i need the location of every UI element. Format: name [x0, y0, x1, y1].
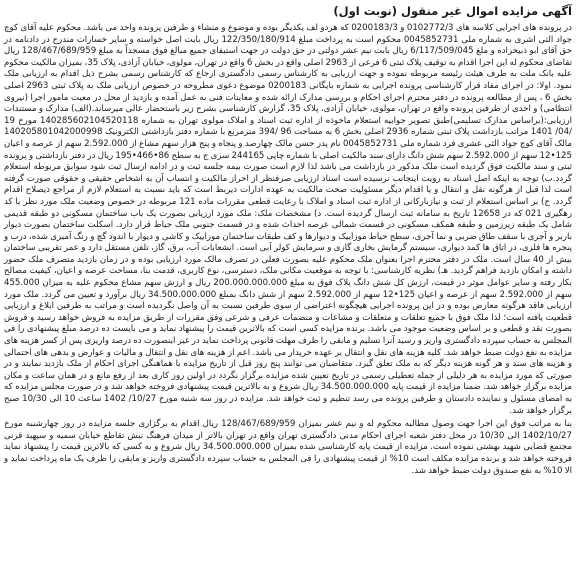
notice-title: آگهی مزایده اموال غیر منقول (نوبت اول): [333, 4, 572, 18]
notice-body: [4, 23, 572, 477]
notice-paragraph: بنا به مراتب فوق این اجرا جهت وصول مطالبه محکوم له و نیم عشر بمیزان 128/467/689/959 ریال اقدام به برگزاری جلسه مزایده در روز چهارشنبه مورخ 1402/10/27 الی 10/30 در محل دفتر شعبه اجرای احکام مدنی دادگستری تهران واقع در تهران بالاتر از میدان فرهنگ نبش تقاطع خیابان سمیه و سپهبد قرنی مجتمع قضایی شهید بهشتی نموده است. مزایده از قیمت پایه کارشناسی شده بمیزان 34.500.000.000 ریال شروع و به کسی که بالاترین قیمت را پیشنهاد نماید فروخته خواهد شد و برنده مزایده مکلف است 10% از قیمت پیشنهادی را فی المجلس به حساب سپرده دادگستری واریز و مابقی را ظرف یک ماه پرداخت نماید و الا 10% به نفع صندوق دولت ضبط خواهد شد.: [4, 419, 572, 476]
notice-paragraph: در پرونده های اجرایی کلاسه های 0102772/3 و 0200183/3 که هردو لف یکدیگر بوده و موضوع و منشاء و طرفین پرونده واحد می باشد. محکوم علیه آقای کوچ جواد الثی اشری به شماره ملی 0045852731 محکوم است به پرداخت مبلغ 122/350/180/914 ریال بابت اصل خواسته و سایر خسارات مندرج در دادنامه در حق آقای ابو ذبیحزاده و ملغ 6/117/509/045 ریال بابت نیم عشر دولتی در حق دولت در جهت استیفای جمیع مبالغ فوق مسجداً به مبلغ 128/467/689/959 ریال تقاضای محکوم له این اجرا اقدام به توقیف پلاک ثبتی 6 فرعی از 2963 اصلی واقع در بخش 6 واقع در تهران، مولوی، خیابان آزادی، پلاک 35، بمیزان مالکیت محکوم علیه بانک ملت به طرف هیئت رئیسه مربوطه نموده و جهت ارزیابی به کارشناس رسمی دادگستری ارجاع که کارشناس رسمی بشرح ذیل اقدام به ارزیابی ملک نمود. اولا: در اجرای مفاد قرار کارشناسی پرونده اجرایی به شماره بایگانی 0200183 موضوع دعوی مطروحه در خصوص ارزیابی ملک به پلاک ثبتی 2963 اصلی بخش 6 ، پس از مطالعه پرونده در دفتر محترم اجرای احکام و بررسی مدارک ارائه شده و معاینات فنی به عمل آمده و بازدید از محل در معیت مامور اجرا (نیروی انتظامی) و احدی از طرفین پرونده واقع در تهران، مولوی، خیابان آزادی، پلاک 35، گزارش کارشناسی بشرح زیر باستحضار عالی میرساند.(الف) مدارک و مستندات ارزیابی:(براساس مدارک تسلیمی)طبق تصویر جوابیه استعلام ماخوذه از اداره ثبت اسناد و املاک مولوی تهران به شماره 140285602104520118 مورخ 19 /04/ 1401 مراتب بازداشت پلاک ثبتی شماره 2936 اصلی بخش 6 به مساحت 96 /394 مترمربع با شماره دفتر بازداشتی الکترونیک 140205801042000998 مالک آقای کوچ جواد الثی عشری فرد شماره ملی 0045852731 نام پدر حسن مالک چهارصد و پنجاه و پنج هزار سهم مشاع از 2.592.000 سهم از عرصه و اعیان 125•12 سهم از 2.592.000 سهم شش دانگ دارای سند مالکیت اصلی با شماره چاپی 244165 سری ج به سطح 86•466•195 ریال در دفتر بازداشتی و پرونده ثبتی و سند مالکیت فوق گردیده است ملک مذکور در بازداشت می باشد لذا لازم است صورت بیمه جلسه ثبت و در ادامه ارسال ثبت شود سوابق مربوطه استعلام گردد.ب) توجه به اینکه اصل اسناد به رویت اینجانب نرسیده است اسناد ارزیابی صرفنظر از احراز مالکیت و انتساب آن به اشخاص حقیقی و حقوقی صورت گرفته است لذا قبل از هرگونه نقل و انتقال و یا اقدام دیگر مسئولیت صحت مالکیت به عهده ادارات ذیربط است که باید نسبت به استعلام لازم از مراجع ذیصلاح اقدام گردد. ج) بر اساس استعلام از ثبت و نیازبارکانی از اداره ثبت اسناد و املاک با رعایت قطعی مقررات ماده 121 مربوطه در خصوص وضعیت ملک مورد نظر با کد رهگیری 021 که در 12658 تاریخ به سامانه ثبت ارسال گردیده است. د) مشخصات ملک: ملک مورد ارزیابی بصورت یک باب ساختمان مسکونی دو طبقه قدیمی شامل یک طبقه زیرزمین و طبقه همکف مسکونی در قسمت شمالی عرصه احداث شده و در قسمت جنوبی ملک حیاط قرار دارد. اسکلت ساختمان بصورت دیوار باربر و آجری با سقف طاق ضربی و نما آجری، سطح حیاط موزاییک و دیوارها و کف طبقات ساختمان موزاییک و کاشی و دیوار با اندود گچ و رنگ آمیزی شده، درب و پنجره ها فلزی، در اتاق ها کمد دیواری، سیستم گرمایش بخاری گازی و سرمایش کولر آبی است. انشعابات آب، برق، گاز، تلفن مستقل دارد و عمر تقریبی ساختمان بیش از 40 سال است. ملک در دفتر محترم اجرا بعنوان ملک محکوم علیه بصورت فعلی در تصرف مالک مورد ارزیابی بوده و در زمان بازدید متصرف ملک حضور داشته و امکان بازدید فراهم گردید. هـ) نظریه کارشناسی: با توجه به موقعیت مکانی ملک، دسترسی، نوع کاربری، قدمت بنا، مساحت عرصه و اعیان، کیفیت مصالح بکار رفته و سایر عوامل موثر در قیمت، ارزش کل شش دانگ پلاک فوق به مبلغ 200.000.000.000 ریال و ارزش سهم مشاع محکوم علیه به میزان 455.000 سهم از 2.592.000 سهم از عرصه و اعیان 125•12 سهم از 2.592.000 سهم از شش دانگ بمبلغ 34.500.000.000 ریال برآورد و تعیین می گردد. ملک مورد ارزیابی فاقد هرگونه معارض بوده و در این پرونده اجرایی هیچگونه اعتراضی از سوی طرفین نسبت به آن واصل نگردیده است و مراتب به طرفین ابلاغ و ارزیابی قطعیت یافته است؛ لذا ملک فوق با جمیع تعلقات و متعلقات و مشاعات و منضمات عرفی و شرعی وفق مقررات از طریق مزایده به فروش خواهد رسید و فروش بصورت نقد و قطعی و بر اساس وضعیت موجود می باشد. برنده مزایده کسی است که بالاترین قیمت را پیشنهاد نماید و می بایست ده درصد مبلغ پیشنهادی را فی المجلس به حساب سپرده دادگستری واریز و رسید آنرا تسلیم و مابقی را ظرف مهلت قانونی پرداخت نماید در غیر اینصورت ده درصد واریزی پس از کسر هزینه های مزایده به نفع دولت ضبط خواهد شد. کلیه هزینه های نقل و انتقال بر عهده خریدار می باشد. اعم از هزینه های نقل و انتقال و مالیات و عوارض و بدهی های احتمالی و هزینه های سند و هر گونه هزینه دیگر که به ملک تعلق گیرد. متقاضیان می توانند پنج روز قبل از تاریخ مزایده با هماهنگی اجرای احکام از ملک بازدید نمایند و در صورتی که مورد مزایده به هر دلیلی از جمله تعطیلی رسمی در تاریخ تعیین شده مزایده برگزار نگردد در اولین روز کاری بعد از رفع مانع و در همان ساعت و مکان مزایده برگزار خواهد شد. ضمنا مزایده از قیمت پایه 34.500.000.000 ریال شروع و به بالاترین قیمت پیشنهادی فروخته خواهد شد و در صورت مجلس مزایده که به امضای مسئول و نماینده دادستان و طرفین پرونده می رسد تنظیم و ثبت خواهد شد. مزایده در روز سه شنبه مورخ 10/27/ 1402 ساعت 10 الی 10/30 صبح برگزار خواهد شد.: [4, 23, 573, 416]
